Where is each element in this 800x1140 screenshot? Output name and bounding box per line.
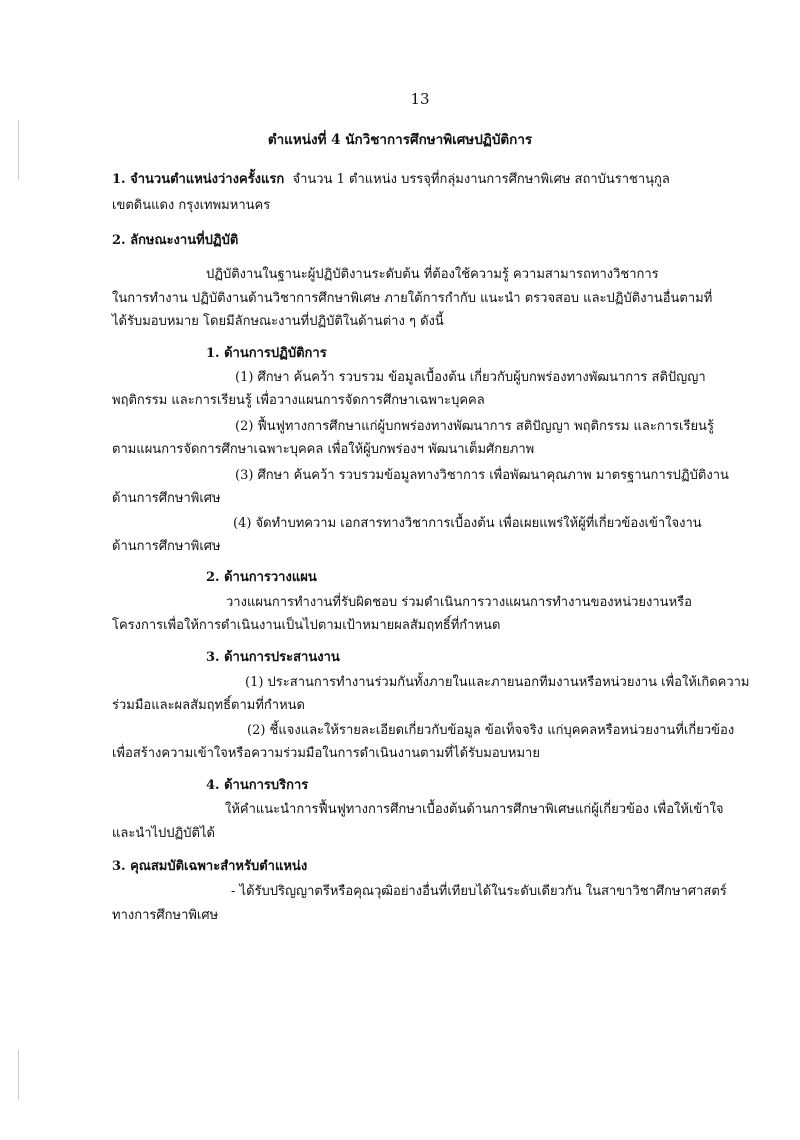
- section-2-intro-line: ปฏิบัติงานในฐานะผู้ปฏิบัติงานระดับต้น ที่ต้องใช้ความรู้ ความสามารถทางวิชาการ: [206, 267, 659, 282]
- section-2-intro-line: ได้รับมอบหมาย โดยมีลักษณะงานที่ปฏิบัติในด้านต่าง ๆ ดังนี้: [112, 314, 444, 329]
- aspect-1-item: (4) จัดทำบทความ เอกสารทางวิชาการเบื้องต้น เพื่อเผยแพร่ให้ผู้ที่เกี่ยวข้องเข้าใจงาน: [233, 516, 702, 531]
- aspect-2-heading: 2. ด้านการวางแผน: [206, 570, 317, 585]
- aspect-4-line: และนำไปปฏิบัติได้: [112, 826, 215, 841]
- section-1-text: จำนวน 1 ตำแหน่ง บรรจุที่กลุ่มงานการศึกษาพิเศษ สถาบันราชานุกูล: [292, 172, 670, 187]
- aspect-1-item: (2) ฟื้นฟูทางการศึกษาแก่ผู้บกพร่องทางพัฒนาการ สติปัญญา พฤติกรรม และการเรียนรู้: [235, 419, 714, 434]
- section-3-line: ทางการศึกษาพิเศษ: [112, 908, 219, 923]
- page-number: 13: [410, 90, 430, 108]
- section-1-line: [112, 171, 670, 189]
- aspect-1-item: (1) ศึกษา ค้นคว้า รวบรวม ข้อมูลเบื้องต้น เกี่ยวกับผู้บกพร่องทางพัฒนาการ สติปัญญา: [235, 370, 706, 385]
- section-1-heading: 1. จำนวนตำแหน่งว่างครั้งแรก: [112, 172, 285, 187]
- section-2-intro-line: ในการทำงาน ปฏิบัติงานด้านวิชาการศึกษาพิเศษ ภายใต้การกำกับ แนะนำ ตรวจสอบ และปฏิบัติงานอื่นตามที่: [112, 291, 713, 306]
- aspect-3-item-cont: ร่วมมือและผลสัมฤทธิ์ตามที่กำหนด: [112, 698, 305, 713]
- section-2-heading: 2. ลักษณะงานที่ปฏิบัติ: [112, 233, 239, 248]
- scan-edge-mark: [18, 120, 19, 180]
- aspect-3-heading: 3. ด้านการประสานงาน: [206, 650, 340, 665]
- aspect-3-item: (2) ชี้แจงและให้รายละเอียดเกี่ยวกับข้อมูล ข้อเท็จจริง แก่บุคคลหรือหน่วยงานที่เกี่ยวข้อง: [247, 723, 735, 738]
- section-1-text-cont: เขตดินแดง กรุงเทพมหานคร: [112, 198, 271, 213]
- section-3-line: - ได้รับปริญญาตรีหรือคุณวุฒิอย่างอื่นที่เทียบได้ในระดับเดียวกัน ในสาขาวิชาศึกษาศาสตร์: [231, 884, 727, 899]
- aspect-4-line: ให้คำแนะนำการฟื้นฟูทางการศึกษาเบื้องต้นด้านการศึกษาพิเศษแก่ผู้เกี่ยวข้อง เพื่อให้เข้าใจ: [225, 802, 724, 817]
- aspect-3-item-cont: เพื่อสร้างความเข้าใจหรือความร่วมมือในการดำเนินงานตามที่ได้รับมอบหมาย: [112, 746, 540, 761]
- aspect-1-item-cont: ด้านการศึกษาพิเศษ: [112, 491, 221, 506]
- aspect-1-item: (3) ศึกษา ค้นคว้า รวบรวมข้อมูลทางวิชาการ เพื่อพัฒนาคุณภาพ มาตรฐานการปฏิบัติงาน: [235, 468, 729, 483]
- aspect-2-line: วางแผนการทำงานที่รับผิดชอบ ร่วมดำเนินการวางแผนการทำงานของหน่วยงานหรือ: [226, 595, 692, 610]
- section-3-heading: 3. คุณสมบัติเฉพาะสำหรับตำแหน่ง: [112, 859, 308, 874]
- aspect-3-item: (1) ประสานการทำงานร่วมกันทั้งภายในและภายนอกทีมงานหรือหน่วยงาน เพื่อให้เกิดความ: [245, 675, 750, 690]
- aspect-1-heading: 1. ด้านการปฏิบัติการ: [206, 346, 327, 361]
- page-title: ตำแหน่งที่ 4 นักวิชาการศึกษาพิเศษปฏิบัติการ: [267, 132, 533, 148]
- scan-edge-mark: [18, 1050, 19, 1100]
- aspect-2-line: โครงการเพื่อให้การดำเนินงานเป็นไปตามเป้าหมายผลสัมฤทธิ์ที่กำหนด: [112, 618, 501, 633]
- aspect-1-item-cont: ตามแผนการจัดการศึกษาเฉพาะบุคคล เพื่อให้ผู้บกพร่องฯ พัฒนาเต็มศักยภาพ: [112, 442, 535, 457]
- aspect-1-item-cont: ด้านการศึกษาพิเศษ: [112, 539, 221, 554]
- aspect-4-heading: 4. ด้านการบริการ: [206, 778, 309, 793]
- aspect-1-item-cont: พฤติกรรม และการเรียนรู้ เพื่อวางแผนการจัดการศึกษาเฉพาะบุคคล: [112, 393, 485, 408]
